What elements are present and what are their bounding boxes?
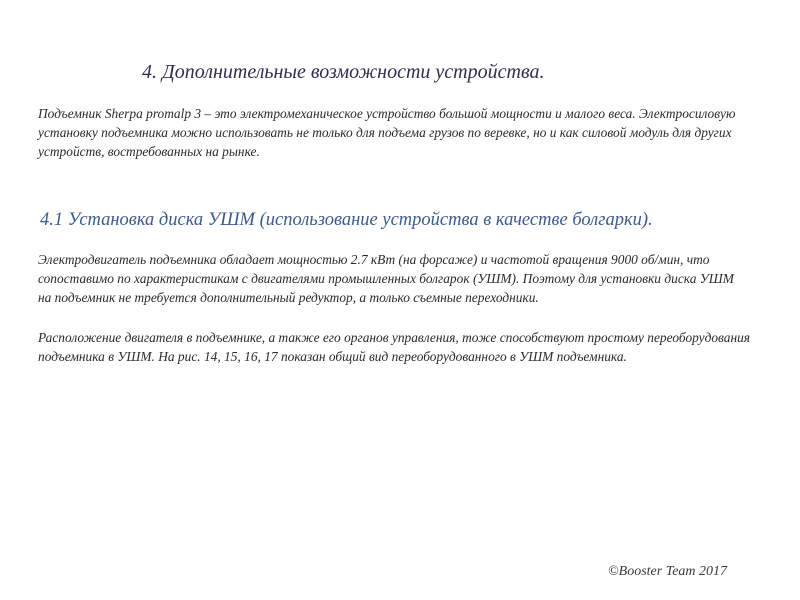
motor-paragraph: Электродвигатель подъемника обладает мощностью 2.7 кВт (на форсаже) и частотой вращения 9000 об/мин, что сопоставимо по характеристикам с двигателями промышленных болгарок (УШМ). Поэтому для установки диска УШМ на подъемник не требуется дополнительный редуктор, а только съемные переходники. <box>38 252 734 305</box>
layout-paragraph: Расположение двигателя в подъемнике, а также его органов управления, тоже способствуют простому переоборудования подъемника в УШМ. На рис. 14, 15, 16, 17 показан общий вид переоборудованного в УШМ подъемника. <box>38 330 751 364</box>
intro-paragraph: Подъемник Sherpa promalp 3 – это электромеханическое устройство большой мощности и малого веса. Электросиловую установку подъемника можно использовать не только для подъема грузов по веревке, но и как силовой модуль для других устройств, востребованных на рынке. <box>38 106 736 159</box>
section-title: 4. Дополнительные возможности устройства. <box>142 61 545 83</box>
footer-copyright: ©Booster Team 2017 <box>608 564 728 579</box>
subsection-title: 4.1 Установка диска УШМ (использование устройства в качестве болгарки). <box>40 210 653 230</box>
